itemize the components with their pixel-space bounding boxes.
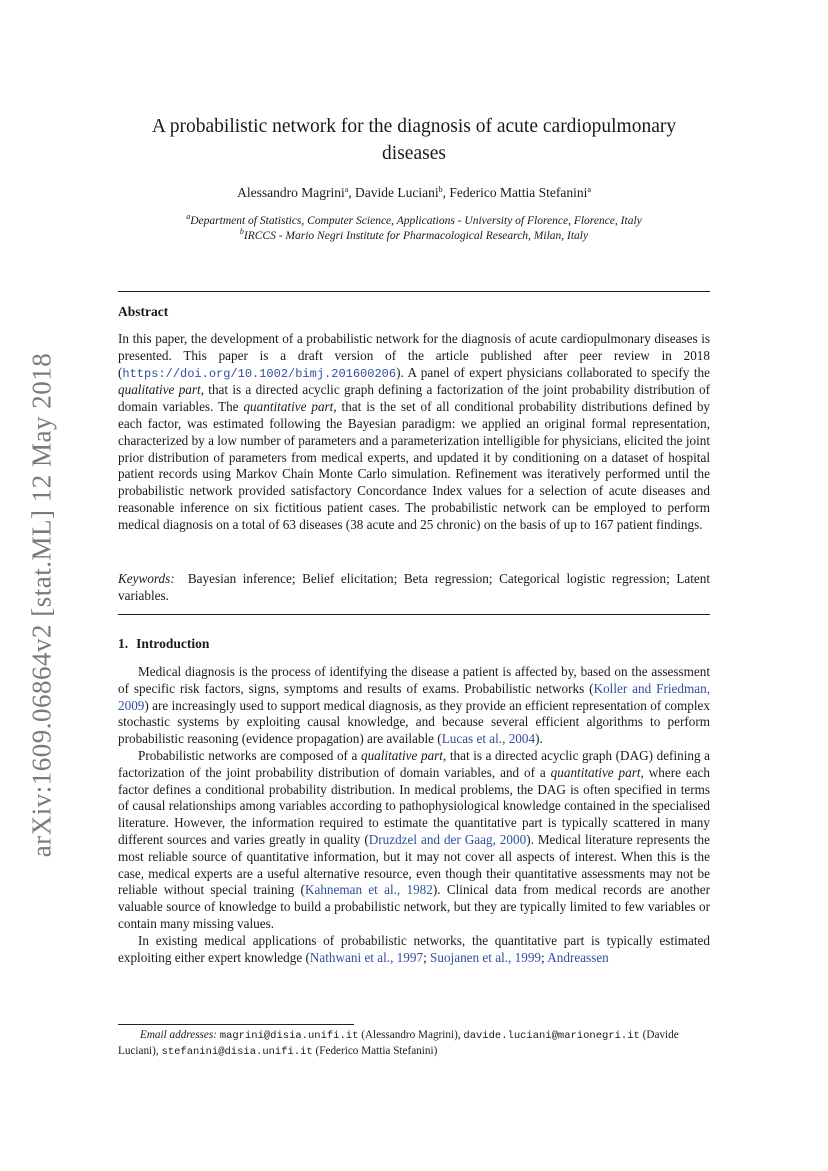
author-mark: a: [344, 185, 349, 194]
citation-link[interactable]: Suojanen et al., 1999: [430, 949, 542, 965]
arxiv-identifier: arXiv:1609.06864v2 [stat.ML] 12 May 2018: [26, 352, 57, 858]
paragraph: Medical diagnosis is the process of identifying the disease a patient is affected by, based on the assessment of specific risk factors, signs, symptoms and results of exams. Probabilistic networks (Koller and Friedman, 2009) are increasingly used to support medical diagnosis, as they provide an efficient representation of complex stochastic systems by exploiting causal knowledge, and because several efficient algorithms to perform probabilistic reasoning (evidence propagation) are available (Lucas et al., 2004).: [118, 664, 710, 747]
author-mark: b: [438, 185, 443, 194]
email-address: davide.luciani@marionegri.it: [463, 1030, 640, 1042]
section-heading: [118, 636, 209, 652]
abstract-text: In this paper, the development of a probabilistic network for the diagnosis of acute cardiopulmonary diseases is presented. This paper is a draft version of the article published after peer review in 2018 (https://doi.org/10.1002/bimj.201600206). A panel of expert physicians collaborated to specify the qualitative part, that is a directed acyclic graph defining a factorization of the joint probability distribution of domain variables. The quantitative part, that is the set of all conditional probability distributions defined by each factor, was estimated following the Bayesian paradigm: we applied an original formal representation, characterized by a low number of parameters and a parameterization intelligible for physicians, elicited the joint prior distribution of parameters from medical experts, and updated it by conditioning on a dataset of hospital patient records using Markov Chain Monte Carlo simulation. Refinement was iteratively performed until the probabilistic network provided satisfactory Concordance Index values for a selection of acute diseases and reasonable inference on six fictitious patient cases. The probabilistic network can be employed to perform medical diagnosis on a total of 63 diseases (38 acute and 25 chronic) on the basis of up to 167 patient findings.: [118, 331, 711, 532]
abstract-top-rule: [118, 291, 710, 292]
citation-link[interactable]: Kahneman et al., 1982: [304, 882, 433, 898]
keywords-label: Keywords:: [118, 571, 175, 586]
author-name: Davide Luciani: [355, 185, 439, 200]
paper-title: A probabilistic network for the diagnosis of acute cardiopulmonary diseases: [151, 116, 677, 164]
abstract-heading: Abstract: [118, 304, 169, 319]
citation-link[interactable]: Lucas et al., 2004: [441, 731, 536, 747]
introduction-body: [118, 664, 710, 966]
paragraph: In existing medical applications of probabilistic networks, the quantitative part is typically estimated exploiting either expert knowledge (Nathwani et al., 1997; Suojanen et al., 1999; Andreassen: [118, 932, 710, 965]
section-number: 1.: [118, 636, 129, 651]
affiliation: $^b$IRCCS - Mario Negri Institute for Pharmacological Research, Milan, Italy: [239, 227, 589, 242]
citation-link[interactable]: Druzdzel and der Gaag, 2000: [368, 831, 527, 847]
keywords-text: Bayesian inference; Belief elicitation; Beta regression; Categorical logistic regression; Latent variables.: [118, 571, 710, 603]
author-name: Federico Mattia Stefanini: [449, 185, 588, 200]
author-name: Alessandro Magrini: [237, 185, 345, 200]
footnote-rule: [118, 1024, 354, 1025]
author-mark: a: [587, 185, 591, 194]
paragraph: Probabilistic networks are composed of a qualitative part, that is a directed acyclic graph (DAG) defining a factorization of the joint probability distribution of domain variables, and of a quantitative part, where each factor defines a conditional probability distribution. In medical problems, the DAG is often specified in terms of causal relationships among variables according to pathophysiological knowledge contained in the specialised literature. However, the information required to estimate the quantitative part is typically scattered in many different sources and varies greatly in quality (Druzdzel and der Gaag, 2000). Medical literature represents the most reliable source of quantitative information, but it may not cover all aspects of interest. When this is the case, medical experts are a useful alternative resource, even though their quantitative assessments may not be reliable without special training (Kahneman et al., 1982). Clinical data from medical records are another valuable source of knowledge to build a probabilistic network, but they are typically limited to few variables or contain many missing values.: [118, 747, 711, 931]
doi-link[interactable]: https://doi.org/10.1002/bimj.201600206: [122, 366, 397, 381]
affiliation-list: [118, 214, 710, 244]
email-address: magrini@disia.unifi.it: [219, 1030, 359, 1042]
keywords: [118, 571, 710, 605]
arxiv-sidebar: [22, 340, 62, 870]
footnote-label: Email addresses:: [140, 1029, 217, 1041]
section-title: Introduction: [136, 636, 210, 651]
affiliation: $^a$Department of Statistics, Computer Science, Applications - University of Florence, Florence, Italy: [186, 212, 642, 227]
email-address: stefanini@disia.unifi.it: [161, 1046, 313, 1058]
citation-link[interactable]: Nathwani et al., 1997: [309, 949, 424, 965]
citation-link[interactable]: Koller and Friedman, 2009: [118, 680, 710, 713]
author-list: Alessandro Magrini$^a$, Davide Luciani$^b$, Federico Mattia Stefanini$^a$: [237, 185, 591, 200]
email-footnote: Email addresses: magrini@disia.unifi.it (Alessandro Magrini), davide.luciani@marionegri.it (Davide Luciani), stefanini@disia.unifi.it (Federico Mattia Stefanini): [118, 1029, 679, 1058]
abstract-bottom-rule: [118, 614, 710, 615]
citation-link[interactable]: Andreassen: [547, 949, 609, 965]
